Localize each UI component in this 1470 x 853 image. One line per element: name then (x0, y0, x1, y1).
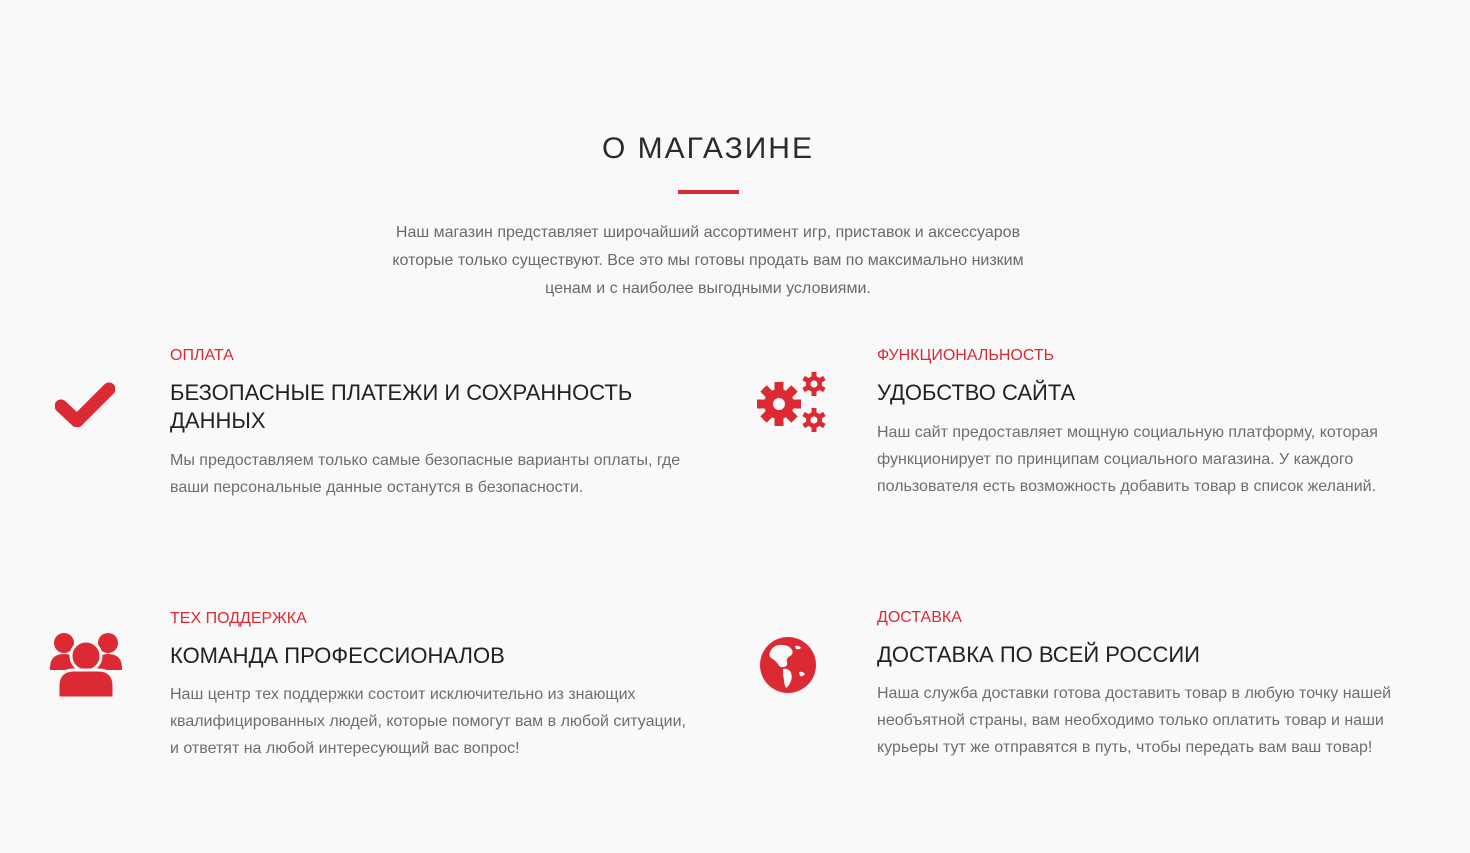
feature-heading: КОМАНДА ПРОФЕССИОНАЛОВ (170, 643, 505, 668)
feature-heading: ДОСТАВКА ПО ВСЕЙ РОССИИ (877, 642, 1200, 667)
feature-description: Наш центр тех поддержки состоит исключительно из знающих квалифицированных людей, которые помогут вам в любой ситуации, и ответят на любой интересующий вас вопрос! (170, 686, 686, 757)
feature-heading: БЕЗОПАСНЫЕ ПЛАТЕЖИ И СОХРАННОСТЬ ДАННЫХ (170, 380, 633, 433)
intro-text: Наш магазин представляет широчайший ассортимент игр, приставок и аксессуаров которые только существуют. Все это мы готовы продать вам по максимально низким ценам и с наиболее выгодными условиями. (392, 224, 1024, 297)
feature-description: Наша служба доставки готова доставить товар в любую точку нашей необъятной страны, вам необходимо только оплатить товар и наши курьеры тут же отправятся в путь, чтобы передать вам ваш товар! (877, 685, 1392, 756)
feature-kicker: ДОСТАВКА (877, 609, 962, 626)
feature-heading: УДОБСТВО САЙТА (877, 380, 1076, 405)
section-title: О МАГАЗИНЕ (602, 132, 814, 165)
feature-kicker: ФУНКЦИОНАЛЬНОСТЬ (877, 347, 1055, 364)
feature-kicker: ОПЛАТА (170, 347, 234, 364)
checkmark-icon (55, 381, 115, 427)
globe-icon (759, 636, 817, 694)
feature-kicker: ТЕХ ПОДДЕРЖКА (170, 610, 307, 627)
gears-icon (756, 370, 830, 436)
feature-description: Мы предоставляем только самые безопасные варианты оплаты, где ваши персональные данные останутся в безопасности. (170, 452, 681, 496)
users-icon (50, 632, 122, 700)
feature-description: Наш сайт предоставляет мощную социальную платформу, которая функционирует по принципам социального магазина. У каждого пользователя есть возможность добавить товар в список желаний. (877, 424, 1378, 495)
title-divider (678, 190, 739, 194)
